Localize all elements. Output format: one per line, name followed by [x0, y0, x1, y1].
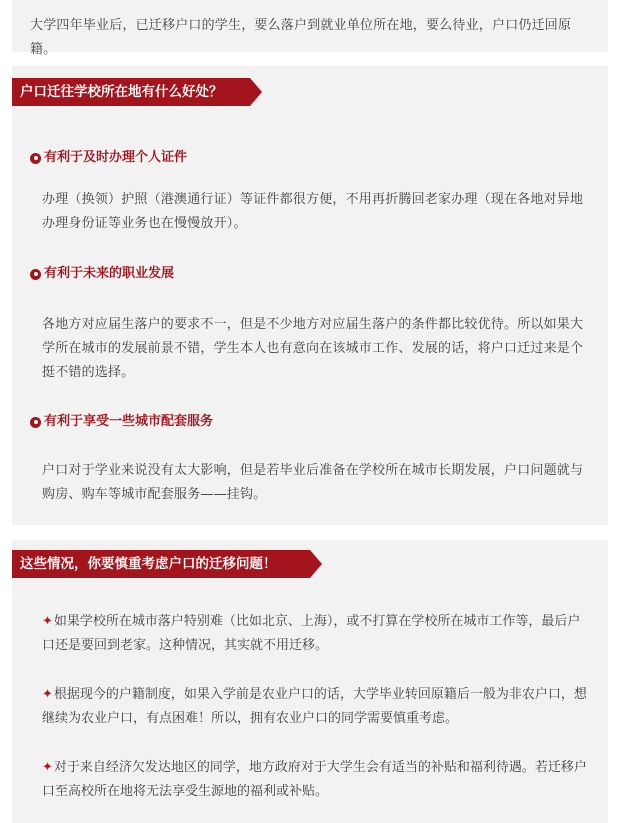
circle-bullet-icon [30, 269, 41, 280]
benefit-heading-3 [30, 412, 213, 432]
circle-bullet-icon [30, 417, 41, 428]
benefit-heading-1-text: 有利于及时办理个人证件 [44, 150, 188, 165]
considerations-card [12, 540, 608, 823]
benefit-heading-2-text: 有利于未来的职业发展 [44, 266, 175, 281]
consideration-item-2 [42, 683, 588, 731]
benefit-heading-3-text: 有利于享受一些城市配套服务 [44, 414, 214, 429]
intro-text: 大学四年毕业后，已迁移户口的学生，要么落户到就业单位所在地，要么待业，户口仍迁回原籍。 [30, 18, 572, 57]
section-banner-considerations: 这些情况，你要慎重考虑户口的迁移问题！ [12, 550, 310, 578]
star-bullet-icon: ✦ [42, 687, 53, 702]
benefit-body-1: 办理（换领）护照（港澳通行证）等证件都很方便，不用再折腾回老家办理（现在各地对异地办理身份证等业务也在慢慢放开）。 [42, 192, 584, 231]
circle-bullet-icon [30, 153, 41, 164]
benefit-heading-1 [30, 148, 187, 168]
section-banner-benefits: 户口迁往学校所在地有什么好处？ [12, 78, 250, 106]
consideration-item-3 [42, 756, 588, 804]
benefit-body-3: 户口对于学业来说没有太大影响，但是若毕业后准备在学校所在城市长期发展，户口问题就与购房、购车等城市配套服务——挂钩。 [42, 463, 584, 502]
star-bullet-icon: ✦ [42, 614, 53, 629]
star-bullet-icon: ✦ [42, 760, 53, 775]
consideration-item-1 [42, 610, 588, 658]
consideration-item-1-text: 如果学校所在城市落户特别难（比如北京、上海），或不打算在学校所在城市工作等，最后户口还是要回到老家。这种情况，其实就不用迁移。 [42, 614, 581, 653]
benefit-body-2: 各地方对应届生落户的要求不一，但是不少地方对应届生落户的条件都比较优待。所以如果大学所在城市的发展前景不错，学生本人也有意向在该城市工作、发展的话，将户口迁过来是个挺不错的选择。 [42, 317, 584, 380]
intro-card [12, 0, 608, 57]
benefit-heading-2 [30, 264, 174, 284]
consideration-item-3-text: 对于来自经济欠发达地区的同学，地方政府对于大学生会有适当的补贴和福利待遇。若迁移户口至高校所在地将无法享受生源地的福利或补贴。 [42, 760, 587, 799]
consideration-item-2-text: 根据现今的户籍制度，如果入学前是农业户口的话，大学毕业转回原籍后一般为非农户口，想继续为农业户口，有点困难！所以，拥有农业户口的同学需要慎重考虑。 [42, 687, 587, 726]
benefits-card [12, 66, 608, 525]
